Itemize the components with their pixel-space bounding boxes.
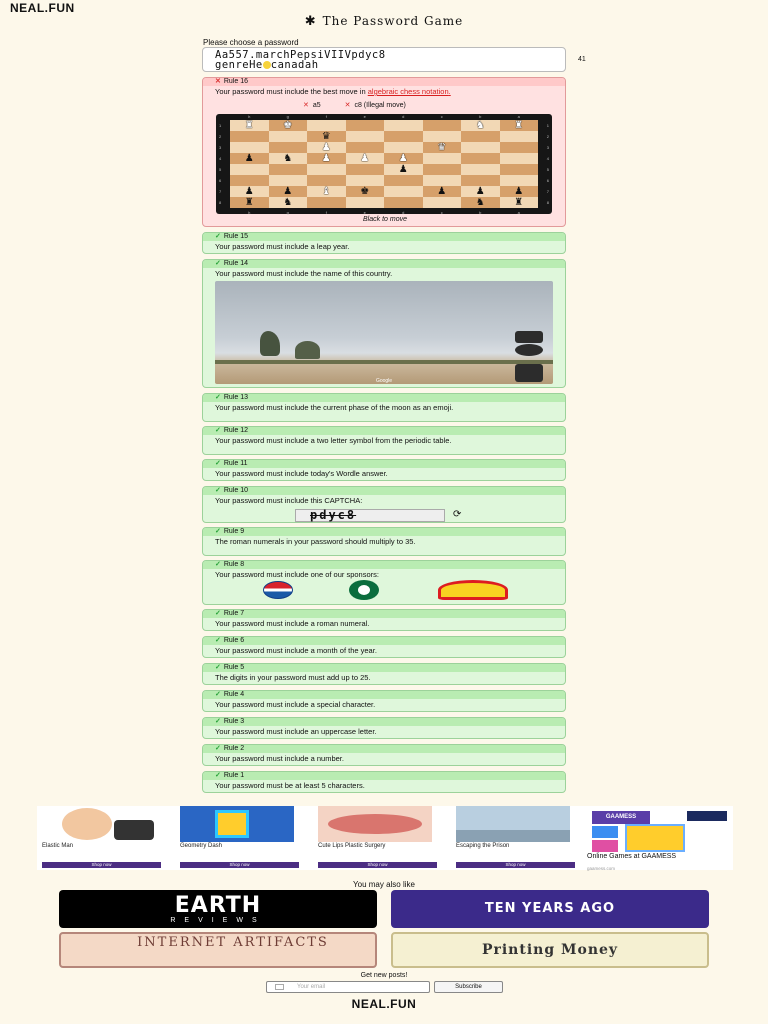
- white-pawn-icon[interactable]: ♟: [321, 141, 331, 153]
- printing-money-link[interactable]: Printing Money: [391, 932, 709, 968]
- rank-label: 4: [219, 156, 222, 161]
- rule-12: [202, 426, 566, 455]
- board-square[interactable]: [384, 142, 423, 153]
- check-icon: ✓: [215, 528, 221, 535]
- rank-label: 8: [546, 200, 549, 205]
- rule-4: [202, 690, 566, 712]
- shop-now-button[interactable]: Shop now: [456, 862, 575, 868]
- newsletter-label: Get new posts!: [360, 972, 408, 979]
- board-square[interactable]: [461, 197, 500, 208]
- board-square[interactable]: [269, 120, 308, 131]
- rank-label: 3: [219, 145, 222, 150]
- board-square[interactable]: [346, 142, 385, 153]
- check-icon: ✓: [215, 745, 221, 752]
- board-square[interactable]: [500, 131, 539, 142]
- board-square[interactable]: [230, 197, 269, 208]
- earth-reviews-link[interactable]: EARTH REVIEWS: [59, 890, 377, 928]
- board-square[interactable]: [500, 186, 539, 197]
- board-square[interactable]: [384, 175, 423, 186]
- black-knight-icon[interactable]: ♞: [475, 196, 485, 208]
- board-square[interactable]: [307, 175, 346, 186]
- black-pawn-icon[interactable]: ♟: [283, 185, 293, 197]
- rule-text: Your password must include today's Wordle answer.: [215, 469, 388, 478]
- board-square[interactable]: [500, 120, 539, 131]
- rank-label: 5: [219, 167, 222, 172]
- ad-item[interactable]: GAAMESS Online Games at GAAMESS gaamess.com: [587, 806, 733, 870]
- board-square[interactable]: [307, 186, 346, 197]
- check-icon: ✓: [215, 233, 221, 240]
- ten-years-ago-link[interactable]: TEN YEARS AGO: [391, 890, 709, 928]
- white-rook-icon[interactable]: ♜: [244, 119, 254, 131]
- rule-text: Your password must include a number.: [215, 754, 344, 763]
- board-square[interactable]: [461, 120, 500, 131]
- rule-header: ✓ Rule 13: [203, 394, 565, 402]
- board-square[interactable]: [423, 197, 462, 208]
- site-logo[interactable]: NEAL.FUN: [10, 1, 75, 15]
- board-square[interactable]: [500, 153, 539, 164]
- rank-label: 2: [546, 134, 549, 139]
- rule-header: ✓ Rule 4: [203, 691, 565, 699]
- board-square[interactable]: [346, 186, 385, 197]
- moon-emoji-icon: [263, 61, 271, 69]
- board-square[interactable]: [346, 175, 385, 186]
- file-label: f: [325, 114, 327, 119]
- file-label: a: [517, 114, 520, 119]
- black-knight-icon[interactable]: ♞: [283, 152, 293, 164]
- file-label: f: [325, 210, 327, 215]
- tree: [295, 341, 320, 359]
- rule-14: [202, 259, 566, 388]
- rule-text: Your password must include a month of the year.: [215, 646, 377, 655]
- black-queen-icon[interactable]: ♛: [321, 130, 331, 142]
- star-icon: ✱: [304, 14, 317, 29]
- ad-item[interactable]: Cute Lips Plastic Surgery Shop now: [313, 806, 437, 870]
- rule-text: Your password must include a leap year.: [215, 242, 350, 251]
- white-rook-icon[interactable]: ♜: [514, 119, 524, 131]
- ad-banner: [37, 806, 733, 870]
- black-rook-icon[interactable]: ♜: [514, 196, 524, 208]
- check-icon: ✓: [215, 772, 221, 779]
- ad-header: GAAMESS: [592, 811, 650, 824]
- board-square[interactable]: [461, 175, 500, 186]
- board-square[interactable]: [384, 131, 423, 142]
- game-tile: [592, 840, 618, 852]
- rank-label: 7: [219, 189, 222, 194]
- rank-label: 7: [546, 189, 549, 194]
- check-icon: ✓: [215, 460, 221, 467]
- board-square[interactable]: [269, 186, 308, 197]
- cross-icon: ✕: [215, 78, 221, 85]
- board-square[interactable]: [500, 197, 539, 208]
- password-input[interactable]: [202, 47, 566, 72]
- board-square[interactable]: [500, 175, 539, 186]
- board-square[interactable]: [269, 142, 308, 153]
- rule-text: Your password must include one of our sponsors:: [215, 570, 379, 579]
- black-pawn-icon[interactable]: ♟: [244, 152, 254, 164]
- game-tile: [625, 824, 685, 852]
- rule-header: ✓ Rule 8: [203, 561, 565, 569]
- rank-label: 2: [219, 134, 222, 139]
- board-square[interactable]: [500, 142, 539, 153]
- rank-label: 8: [219, 200, 222, 205]
- board-square[interactable]: [423, 164, 462, 175]
- rule-text: Your password must include an uppercase letter.: [215, 727, 377, 736]
- board-square[interactable]: [269, 175, 308, 186]
- page-title: ✱ The Password Game: [304, 14, 464, 29]
- white-bishop-icon[interactable]: ♝: [321, 185, 331, 197]
- board-square[interactable]: [346, 164, 385, 175]
- board-square[interactable]: [307, 120, 346, 131]
- game-tile: [687, 811, 727, 821]
- rule-header: ✓ Rule 6: [203, 637, 565, 645]
- check-icon: ✓: [215, 664, 221, 671]
- rule-text: Your password must include a roman numeral.: [215, 619, 370, 628]
- board-square[interactable]: [230, 175, 269, 186]
- white-knight-icon[interactable]: ♞: [475, 119, 485, 131]
- white-pawn-icon[interactable]: ♟: [398, 152, 408, 164]
- game-tile: [592, 826, 618, 838]
- rank-label: 1: [219, 123, 222, 128]
- rule-text: The digits in your password must add up to 25.: [215, 673, 371, 682]
- ad-image: [318, 806, 432, 842]
- rule-text: Your password must include a special character.: [215, 700, 376, 709]
- rule-header: ✓ Rule 12: [203, 427, 565, 435]
- board-square[interactable]: [384, 186, 423, 197]
- rule-header: ✕ Rule 16: [203, 78, 565, 86]
- board-square[interactable]: [461, 131, 500, 142]
- rule-text: Your password must include a two letter symbol from the periodic table.: [215, 436, 452, 445]
- fullscreen-button[interactable]: [515, 331, 543, 343]
- rule-text: Your password must be at least 5 characters.: [215, 781, 365, 790]
- board-square[interactable]: [423, 142, 462, 153]
- guessed-moves: ✕ a5 ✕ c8 (Illegal move): [303, 102, 406, 109]
- file-label: c: [440, 114, 443, 119]
- file-label: e: [363, 114, 366, 119]
- board-square[interactable]: [307, 164, 346, 175]
- rule-6: [202, 636, 566, 658]
- rule-7: [202, 609, 566, 631]
- rank-labels: [219, 120, 221, 208]
- pepsi-logo-icon: [263, 581, 293, 599]
- internet-artifacts-link[interactable]: INTERNET ARTIFACTS: [59, 932, 377, 968]
- file-label: g: [286, 210, 289, 215]
- board-square[interactable]: [346, 120, 385, 131]
- horizon: [215, 360, 553, 364]
- ad-item[interactable]: Geometry Dash Shop now: [175, 806, 299, 870]
- shell-logo-icon: [438, 580, 508, 600]
- black-pawn-icon[interactable]: ♟: [437, 185, 447, 197]
- board-square[interactable]: [230, 153, 269, 164]
- board-square[interactable]: [384, 197, 423, 208]
- rule-3: [202, 717, 566, 739]
- file-label: h: [248, 210, 251, 215]
- white-king-icon[interactable]: ♚: [283, 119, 293, 131]
- board-square[interactable]: [307, 142, 346, 153]
- black-king-icon[interactable]: ♚: [360, 185, 370, 197]
- board-square[interactable]: [423, 175, 462, 186]
- board-square[interactable]: [346, 197, 385, 208]
- file-label: d: [402, 210, 405, 215]
- board-square[interactable]: [423, 131, 462, 142]
- board-square[interactable]: [346, 153, 385, 164]
- check-icon: ✓: [215, 394, 221, 401]
- rank-label: 4: [546, 156, 549, 161]
- board-square[interactable]: [423, 120, 462, 131]
- white-queen-icon[interactable]: ♛: [437, 141, 447, 153]
- check-icon: ✓: [215, 691, 221, 698]
- check-icon: ✓: [215, 260, 221, 267]
- board-square[interactable]: [346, 131, 385, 142]
- check-icon: ✓: [215, 637, 221, 644]
- turn-caption: Black to move: [363, 216, 407, 223]
- rule-13: [202, 393, 566, 422]
- file-labels: [230, 210, 538, 215]
- rank-label: 5: [546, 167, 549, 172]
- rank-labels: [547, 120, 549, 208]
- ad-image: [180, 806, 294, 842]
- file-label: g: [286, 114, 289, 119]
- board-square[interactable]: [423, 153, 462, 164]
- board-square[interactable]: [461, 164, 500, 175]
- black-knight-icon[interactable]: ♞: [283, 196, 293, 208]
- rank-label: 3: [546, 145, 549, 150]
- ad-item[interactable]: Escaping the Prison Shop now: [451, 806, 575, 870]
- password-length: 41: [578, 56, 586, 63]
- password-label: Please choose a password: [203, 38, 299, 47]
- rule-text: Your password must include the best move in algebraic chess notation.: [215, 87, 451, 96]
- rule-header: ✓ Rule 10: [203, 487, 565, 495]
- board-square[interactable]: [269, 131, 308, 142]
- subscribe-button[interactable]: Subscribe: [434, 981, 503, 993]
- black-pawn-icon[interactable]: ♟: [398, 163, 408, 175]
- check-icon: ✓: [215, 610, 221, 617]
- rule-1: [202, 771, 566, 793]
- rule-15: [202, 232, 566, 254]
- also-like-label: You may also like: [353, 880, 415, 889]
- shop-now-button[interactable]: Shop now: [42, 862, 161, 868]
- ad-item[interactable]: Elastic Man Shop now: [37, 806, 161, 870]
- footer-logo[interactable]: NEAL.FUN: [351, 997, 417, 1011]
- file-label: h: [248, 114, 251, 119]
- password-line-1: Aa557.marchPepsiVIIVpdyc8: [215, 49, 386, 61]
- file-label: b: [479, 114, 482, 119]
- check-icon: ✓: [215, 561, 221, 568]
- check-icon: ✓: [215, 427, 221, 434]
- rule-header: ✓ Rule 2: [203, 745, 565, 753]
- ad-image: [456, 806, 570, 842]
- rule-text: Your password must include the name of this country.: [215, 269, 393, 278]
- password-line-2: genreHe canadah: [215, 59, 319, 71]
- board-square[interactable]: [461, 142, 500, 153]
- board-square[interactable]: [269, 153, 308, 164]
- street-view-image[interactable]: [215, 281, 553, 384]
- rule-header: ✓ Rule 15: [203, 233, 565, 241]
- file-label: b: [479, 210, 482, 215]
- black-rook-icon[interactable]: ♜: [244, 196, 254, 208]
- board-square[interactable]: [307, 153, 346, 164]
- board-square[interactable]: [230, 120, 269, 131]
- rule-text: Your password must include this CAPTCHA:: [215, 496, 363, 505]
- file-label: e: [363, 210, 366, 215]
- board-square[interactable]: [384, 164, 423, 175]
- check-icon: ✓: [215, 487, 221, 494]
- shop-now-button[interactable]: Shop now: [180, 862, 299, 868]
- captcha-image: pdyc8: [295, 509, 445, 522]
- black-pawn-icon[interactable]: ♟: [514, 185, 524, 197]
- compass-icon[interactable]: [515, 344, 543, 356]
- file-label: a: [517, 210, 520, 215]
- cross-icon: ✕: [303, 102, 309, 109]
- board-square[interactable]: [461, 153, 500, 164]
- white-pawn-icon[interactable]: ♟: [360, 152, 370, 164]
- rule-11: [202, 459, 566, 481]
- black-pawn-icon[interactable]: ♟: [475, 185, 485, 197]
- board-square[interactable]: [461, 186, 500, 197]
- rule-header: ✓ Rule 5: [203, 664, 565, 672]
- rule-8: [202, 560, 566, 605]
- rule-header: ✓ Rule 11: [203, 460, 565, 468]
- black-pawn-icon[interactable]: ♟: [244, 185, 254, 197]
- sponsor-logos: [258, 580, 508, 600]
- rule-header: ✓ Rule 3: [203, 718, 565, 726]
- shop-now-button[interactable]: Shop now: [318, 862, 437, 868]
- rank-label: 1: [546, 123, 549, 128]
- white-pawn-icon[interactable]: ♟: [321, 152, 331, 164]
- rule-text: The roman numerals in your password should multiply to 35.: [215, 537, 416, 546]
- chess-board: [216, 114, 552, 214]
- rule-16: [202, 77, 566, 227]
- rule-2: [202, 744, 566, 766]
- rank-label: 6: [219, 178, 222, 183]
- rule-text: Your password must include the current phase of the moon as an emoji.: [215, 403, 454, 412]
- email-input[interactable]: Your email: [266, 981, 430, 993]
- rule-header: ✓ Rule 9: [203, 528, 565, 536]
- board-square[interactable]: [230, 164, 269, 175]
- rule-10: [202, 486, 566, 523]
- rank-label: 6: [546, 178, 549, 183]
- cross-icon: ✕: [344, 102, 351, 109]
- chess-notation-link[interactable]: algebraic chess notation: [367, 87, 449, 96]
- board-square[interactable]: [230, 186, 269, 197]
- tree: [260, 331, 280, 356]
- rule-header: ✓ Rule 1: [203, 772, 565, 780]
- ad-image: [42, 806, 156, 842]
- board-square[interactable]: [230, 131, 269, 142]
- file-labels: [230, 114, 538, 119]
- file-label: c: [440, 210, 443, 215]
- board-square[interactable]: [307, 131, 346, 142]
- board-square[interactable]: [384, 153, 423, 164]
- board-square[interactable]: [307, 197, 346, 208]
- board-grid: [230, 120, 538, 208]
- check-icon: ✓: [215, 718, 221, 725]
- rule-header: ✓ Rule 14: [203, 260, 565, 268]
- rule-5: [202, 663, 566, 685]
- starbucks-logo-icon: [349, 580, 379, 600]
- mail-icon: [275, 984, 284, 990]
- board-square[interactable]: [423, 186, 462, 197]
- file-label: d: [402, 114, 405, 119]
- board-square[interactable]: [230, 142, 269, 153]
- board-square[interactable]: [269, 197, 308, 208]
- rule-9: [202, 527, 566, 556]
- board-square[interactable]: [500, 164, 539, 175]
- rule-header: ✓ Rule 7: [203, 610, 565, 618]
- refresh-icon[interactable]: ⟳: [453, 509, 462, 520]
- board-square[interactable]: [269, 164, 308, 175]
- google-credit: Google: [375, 378, 393, 384]
- board-square[interactable]: [384, 120, 423, 131]
